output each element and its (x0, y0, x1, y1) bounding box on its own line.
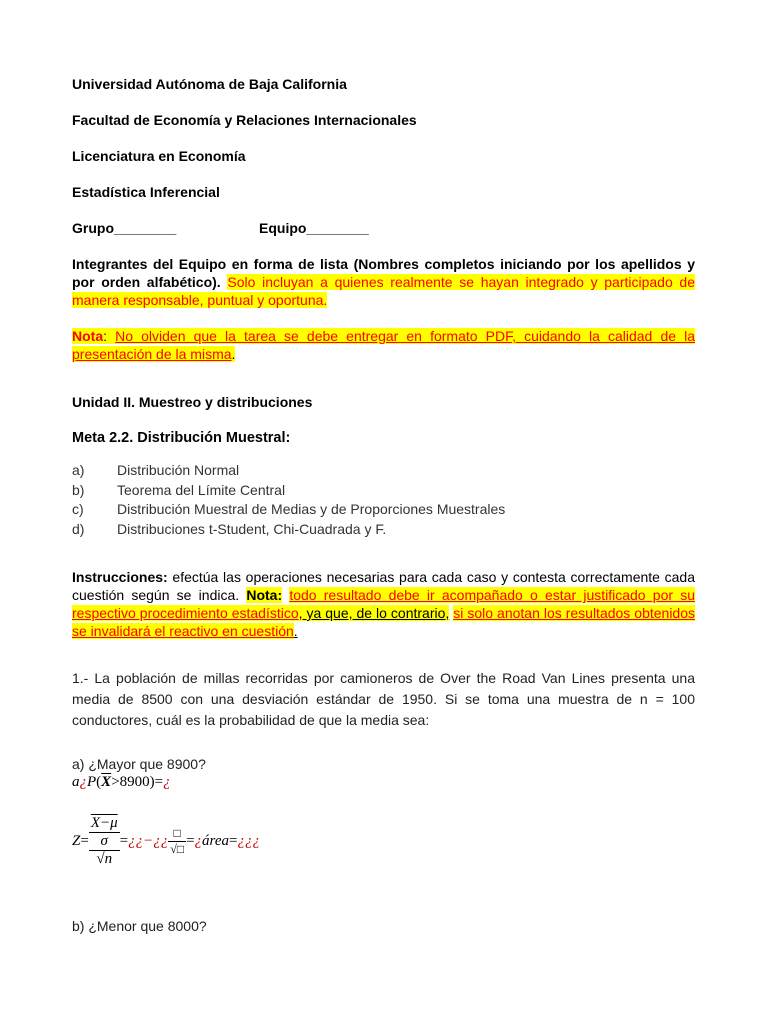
list-item: d) Distribuciones t-Student, Chi-Cuadrada y F. (72, 520, 387, 537)
university-name: Universidad Autónoma de Baja California (72, 76, 347, 92)
members-highlight-text: Solo incluyan a quienes realmente se hayan integrado y participado de manera responsable, puntual y oportuna. (72, 274, 695, 308)
goal-heading: Meta 2.2. Distribución Muestral: (72, 430, 291, 446)
members-bold-text: Integrantes del Equipo en forma de lista (Nombres completos iniciando por los apellidos y por orden alfabético). (72, 256, 695, 290)
formula-z-score: Z= X−μ σ √n =¿¿−¿¿ $\frac{□}{√□}$ =¿área=¿¿¿ (72, 815, 260, 867)
degree-name: Licenciatura en Economía (72, 148, 246, 164)
list-item: c) Distribución Muestral de Medias y de Proporciones Muestrales (72, 501, 506, 517)
course-name: Estadística Inferencial (72, 184, 220, 200)
instructions-label: Instrucciones: (72, 569, 168, 585)
topic-list (72, 461, 505, 539)
list-item: b) Teorema del Límite Central (72, 481, 286, 498)
note-text: No olviden que la tarea se debe entregar en formato PDF, cuidando la calidad de la presentación de la misma (72, 328, 696, 362)
members-instructions (72, 255, 695, 309)
faculty-name: Facultad de Economía y Relaciones Internacionales (72, 112, 417, 128)
group-field: Grupo________ (72, 220, 177, 236)
problem-1b-label: b) ¿Menor que 8000? (72, 918, 207, 934)
note-label: Nota (72, 328, 104, 344)
problem-1a-label: a) ¿Mayor que 8900? (72, 756, 206, 772)
instructions-paragraph: Instrucciones: efectúa las operaciones necesarias para cada caso y contesta correctamente cada cuestión según se indica. Nota: todo resultado debe ir acompañado o estar justificado por su respectivo procedimiento estadístico, ya que, de lo contrario, si solo anotan los resultados obtenidos se invalidará el reactivo en cuestión. (72, 569, 696, 639)
formula-probability: $a¿P(\overline{X}>8900)=¿$ (72, 774, 171, 790)
list-item: a) Distribución Normal (72, 462, 240, 478)
instructions-note-label: Nota: (246, 587, 283, 603)
team-field: Equipo________ (259, 220, 369, 236)
unit-title: Unidad II. Muestreo y distribuciones (72, 394, 313, 410)
delivery-note: Nota: No olviden que la tarea se debe entregar en formato PDF, cuidando la calidad de la presentación de la misma. (72, 328, 696, 362)
problem-1-text: 1.- La población de millas recorridas por camioneros de Over the Road Van Lines presenta una media de 8500 con una desviación estándar de 1950. Si se toma una muestra de n = 100 conductores, cuál es la probabilidad de que la media sea: (72, 670, 695, 728)
goal-text: Distribución Muestral: (137, 430, 291, 446)
